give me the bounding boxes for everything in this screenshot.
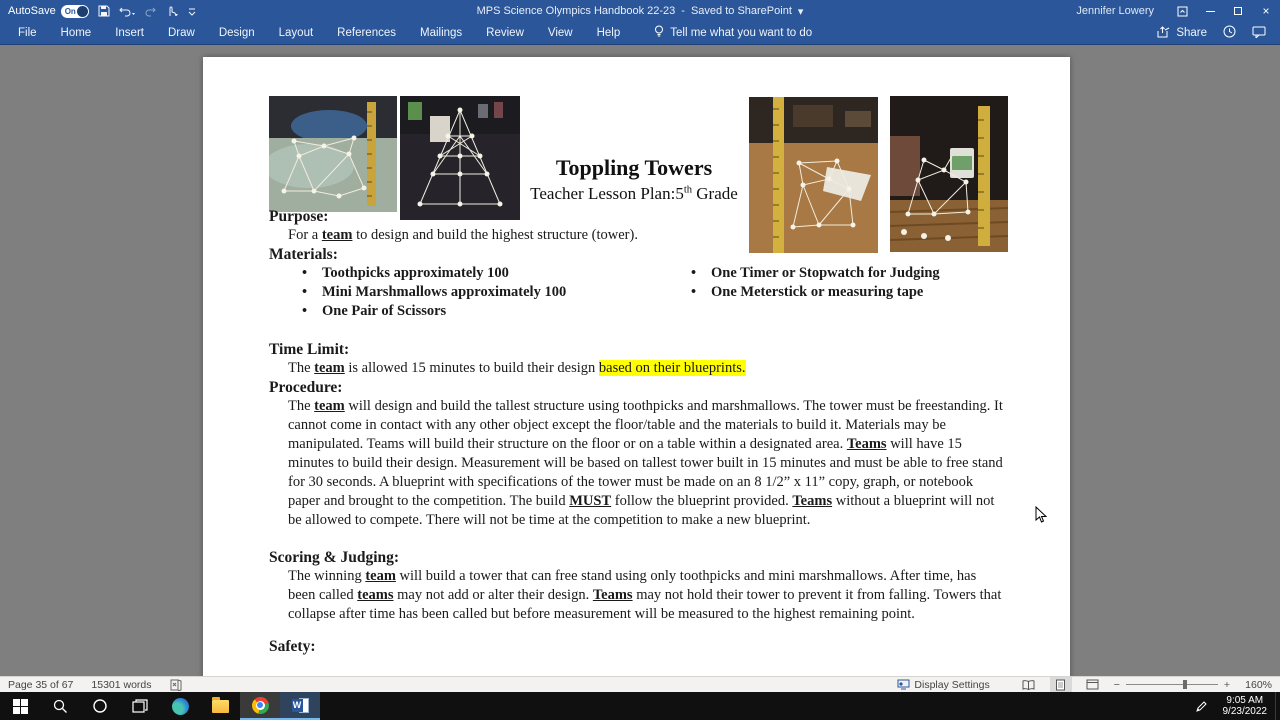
zoom-slider[interactable]	[1114, 679, 1230, 691]
search-button[interactable]	[40, 692, 80, 720]
material-item: • One Timer or Stopwatch for Judging	[689, 264, 1004, 283]
task-view-button[interactable]	[120, 692, 160, 720]
ribbon-display-options-icon[interactable]	[1168, 0, 1196, 22]
procedure-text: The team will design and build the tallest structure using toothpicks and marshmallows. The tower must be freestanding. It cannot come in contact with any other object except the floor/table and the materials to build it. Materials may be manipulated. Teams will build their structure on the floor or on a table within a designated area. Teams will have 15 minutes to build their design. Measurement will be based on tallest tower built in 15 minutes and must be able to free stand for 30 seconds. A blueprint with specifications of the tower must be made on an 8 1/2” x 11” copy, graph, or notebook paper and brought to the competition. The build MUST follow the blueprint provided. Teams without a blueprint will not be allowed to compete. There will not be time at the competition to make a new blueprint.	[288, 398, 1003, 528]
tab-file[interactable]: File	[18, 27, 37, 39]
tab-mailings[interactable]: Mailings	[419, 27, 463, 39]
time-limit-text: The team is allowed 15 minutes to build their design based on their blueprints.	[288, 360, 746, 376]
taskbar-clock[interactable]	[1215, 695, 1276, 717]
document-page[interactable]	[203, 57, 1070, 676]
edge-icon	[172, 698, 189, 715]
tell-me-box[interactable]	[654, 25, 812, 41]
zoom-slider-track[interactable]	[1126, 684, 1218, 685]
cortana-button[interactable]	[80, 692, 120, 720]
chevron-down-icon: ▾	[797, 5, 804, 18]
document-body	[269, 207, 1004, 656]
autosave-state-label: On	[64, 6, 76, 16]
tab-references[interactable]: References	[337, 27, 396, 39]
title-bar	[0, 0, 1280, 22]
search-icon	[53, 699, 68, 714]
clock-date: 9/23/2022	[1222, 706, 1267, 717]
lightbulb-icon	[654, 25, 664, 41]
customize-quick-access-icon[interactable]	[188, 7, 196, 16]
display-settings-icon	[897, 679, 910, 690]
document-title-dropdown[interactable]	[477, 5, 804, 18]
edge-button[interactable]	[160, 692, 200, 720]
zoom-in-button[interactable]: +	[1223, 678, 1230, 691]
tab-home[interactable]: Home	[60, 27, 92, 39]
autosave-label: AutoSave	[8, 5, 56, 17]
tab-draw[interactable]: Draw	[167, 27, 195, 39]
tab-help[interactable]: Help	[596, 27, 621, 39]
materials-list	[269, 264, 1004, 321]
undo-icon[interactable]	[119, 5, 135, 17]
close-button[interactable]: ×	[1262, 4, 1270, 18]
comments-icon[interactable]	[1252, 26, 1266, 41]
cortana-icon	[92, 698, 108, 714]
document-heading-block	[484, 155, 784, 204]
file-explorer-icon	[212, 700, 229, 713]
zoom-slider-thumb[interactable]	[1183, 680, 1187, 689]
chrome-button[interactable]	[240, 692, 280, 720]
print-layout-button[interactable]	[1050, 677, 1072, 692]
word-count-indicator[interactable]: 15301 words	[91, 678, 152, 691]
windows-taskbar	[0, 692, 1280, 720]
material-item: • Mini Marshmallows approximately 100	[300, 283, 689, 302]
display-settings-label: Display Settings	[914, 678, 990, 691]
read-mode-button[interactable]	[1018, 677, 1040, 692]
procedure-heading: Procedure:	[269, 379, 343, 396]
zoom-out-button[interactable]: −	[1113, 678, 1120, 691]
tab-view[interactable]: View	[547, 27, 573, 39]
lesson-title: Toppling Towers	[555, 155, 713, 180]
document-title: MPS Science Olympics Handbook 22-23	[476, 5, 676, 17]
title-separator: -	[681, 5, 685, 17]
windows-logo-icon	[13, 699, 28, 714]
time-limit-heading: Time Limit:	[269, 341, 350, 358]
quick-access-toolbar	[8, 5, 196, 18]
materials-heading: Materials:	[269, 246, 338, 263]
tower-photo-1[interactable]	[269, 96, 397, 212]
autosave-toggle[interactable]	[8, 5, 89, 18]
ribbon-tab-bar	[0, 22, 1280, 45]
task-view-icon	[132, 699, 148, 713]
share-button[interactable]	[1157, 26, 1207, 41]
material-item: • Toothpicks approximately 100	[300, 264, 689, 283]
purpose-text: For a team to design and build the highest structure (tower).	[288, 227, 638, 243]
user-name[interactable]: Jennifer Lowery	[1076, 5, 1154, 17]
lesson-subtitle: Teacher Lesson Plan:5th Grade	[530, 184, 738, 203]
share-label: Share	[1176, 27, 1207, 39]
windows-ink-pen-icon[interactable]	[1189, 700, 1215, 713]
toggle-knob	[77, 6, 88, 17]
system-tray	[1189, 692, 1280, 720]
tab-layout[interactable]: Layout	[278, 27, 314, 39]
autosave-switch[interactable]	[61, 5, 89, 18]
start-button[interactable]	[0, 692, 40, 720]
scoring-text: The winning team will build a tower that can free stand using only toothpicks and mini marshmallows. After time, has been called teams may not add or alter their design. Teams may not hold their tower to prevent it from falling. Towers that collapse after time has been called but before measurement will be measured to the highest remaining point.	[288, 568, 1002, 622]
restore-button[interactable]	[1224, 0, 1252, 22]
purpose-heading: Purpose:	[269, 208, 329, 225]
word-icon: W	[292, 697, 309, 714]
safety-heading: Safety:	[269, 638, 316, 655]
chrome-icon	[252, 697, 269, 714]
display-settings-button[interactable]	[897, 679, 989, 691]
version-history-icon[interactable]	[1223, 25, 1236, 41]
touch-mouse-mode-icon[interactable]	[165, 5, 179, 17]
proofing-errors-icon[interactable]	[170, 679, 182, 691]
clock-time: 9:05 AM	[1226, 695, 1264, 706]
tab-insert[interactable]: Insert	[115, 27, 144, 39]
page-number-indicator[interactable]: Page 35 of 67	[8, 678, 74, 691]
share-icon	[1157, 26, 1171, 41]
tell-me-label: Tell me what you want to do	[670, 27, 813, 39]
redo-icon[interactable]	[144, 5, 156, 17]
word-button[interactable]	[280, 692, 320, 720]
web-layout-button[interactable]	[1082, 677, 1104, 692]
show-desktop-button[interactable]	[1275, 692, 1280, 720]
file-explorer-button[interactable]	[200, 692, 240, 720]
minimize-button[interactable]	[1196, 0, 1224, 22]
status-bar	[0, 676, 1280, 692]
material-item: • One Meterstick or measuring tape	[689, 283, 1004, 302]
document-workspace	[0, 45, 1280, 676]
save-icon[interactable]	[98, 5, 110, 17]
tab-design[interactable]: Design	[218, 27, 255, 39]
scoring-heading: Scoring & Judging:	[269, 549, 400, 566]
tab-review[interactable]: Review	[486, 27, 524, 39]
material-item: • One Pair of Scissors	[300, 302, 689, 321]
zoom-level[interactable]: 160%	[1245, 678, 1272, 691]
save-status: Saved to SharePoint	[690, 5, 792, 17]
